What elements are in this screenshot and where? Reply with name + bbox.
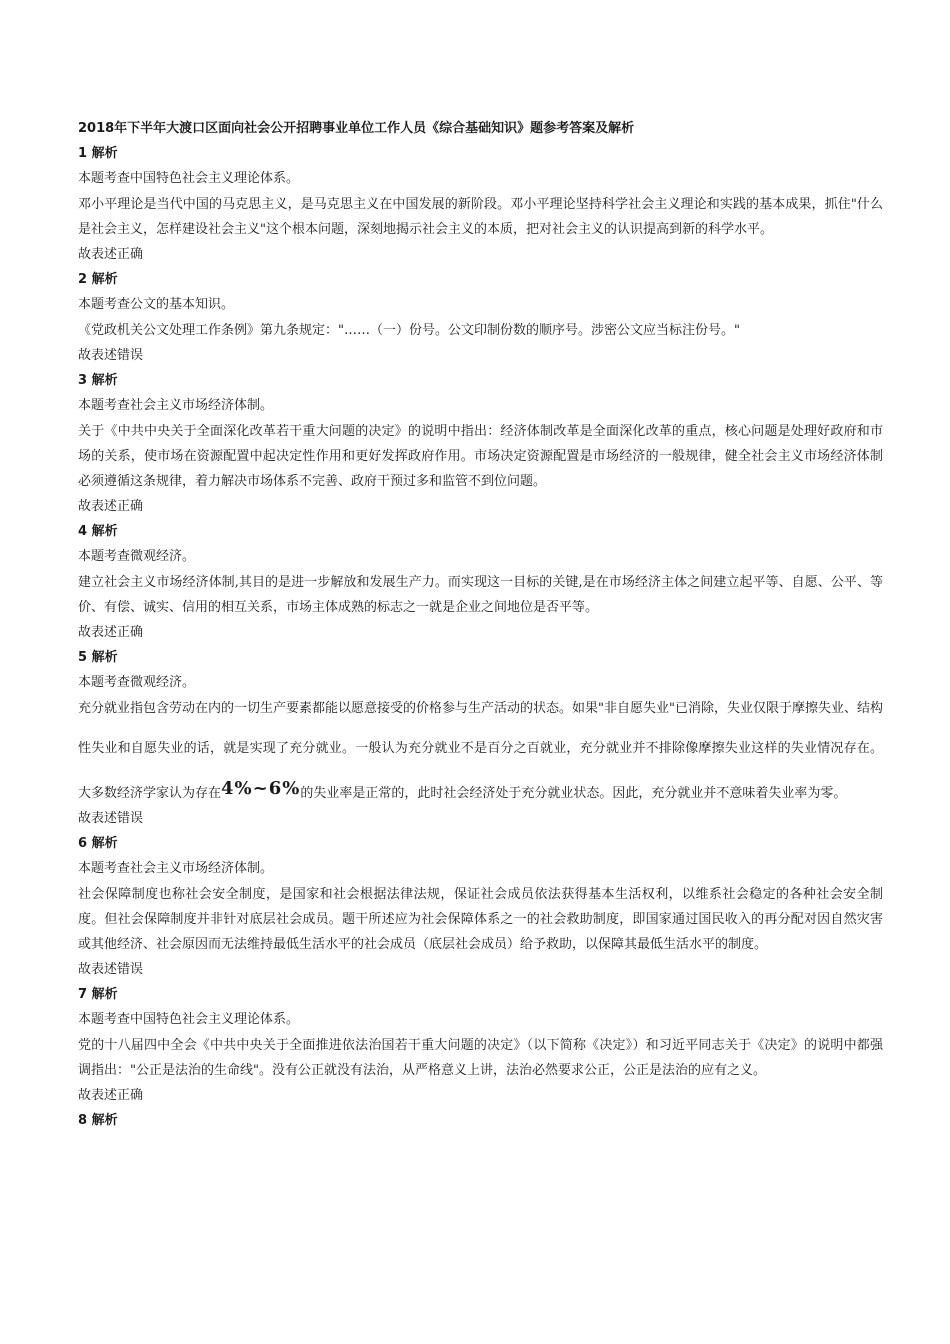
question-explanation: 邓小平理论是当代中国的马克思主义，是马克思主义在中国发展的新阶段。邓小平理论坚持科学社会主义理论和实践的基本成果，抓住"什么是社会主义，怎样建设社会主义"这个根本问题，深刻地揭示社会主义的本质，把对社会主义的认识提高到新的科学水平。: [78, 197, 883, 237]
question-conclusion: 故表述正确: [78, 625, 144, 640]
question-conclusion: 故表述错误: [78, 811, 144, 826]
question-heading: 7 解析: [78, 987, 118, 1002]
question-topic: 本题考查中国特色社会主义理论体系。: [78, 171, 300, 186]
question-heading: 1 解析: [78, 146, 118, 161]
question-heading: 8 解析: [78, 1113, 118, 1128]
question-explanation: 建立社会主义市场经济体制,其目的是进一步解放和发展生产力。而实现这一目标的关键,是在市场经济主体之间建立起平等、自愿、公平、等价、有偿、诚实、信用的相互关系，市场主体成熟的标志之一就是企业之间地位是否平等。: [78, 575, 883, 615]
question-explanation: [78, 689, 883, 814]
answer-2: [78, 270, 883, 366]
document-title: 2018年下半年大渡口区面向社会公开招聘事业单位工作人员《综合基础知识》题参考答案及解析: [78, 121, 635, 136]
question-heading: 2 解析: [78, 272, 118, 287]
question-conclusion: 故表述错误: [78, 348, 144, 363]
question-topic: 本题考查社会主义市场经济体制。: [78, 398, 274, 413]
answer-5: [78, 648, 883, 829]
question-explanation: 党的十八届四中全会《中共中央关于全面推进依法治国若干重大问题的决定》（以下简称《决定》）和习近平同志关于《决定》的说明中都强调指出："公正是法治的生命线"。没有公正就没有法治，从严格意义上讲，法治必然要求公正，公正是法治的应有之义。: [78, 1038, 883, 1078]
question-explanation: 《党政机关公文处理工作条例》第九条规定："……（一）份号。公文印制份数的顺序号。涉密公文应当标注份号。": [78, 323, 740, 338]
question-heading: 5 解析: [78, 650, 118, 665]
unemployment-rate-formula: 4%~6%: [221, 778, 301, 799]
question-topic: 本题考查微观经济。: [78, 549, 196, 564]
question-heading: 6 解析: [78, 836, 118, 851]
question-heading: 3 解析: [78, 373, 118, 388]
explanation-text-before: 充分就业指包含劳动在内的一切生产要素都能以愿意接受的价格参与生产活动的状态。如果"非自愿失业"已消除，失业仅限于摩擦失业、结构性失业和自愿失业的话，就是实现了充分就业。一般认为充分就业不是百分之百就业，充分就业并不排除像摩擦失业这样的失业情况存在。大多数经济学家认为存在: [78, 701, 883, 801]
question-topic: 本题考查微观经济。: [78, 675, 196, 690]
question-conclusion: 故表述正确: [78, 499, 144, 514]
explanation-text-after: 的失业率是正常的，此时社会经济处于充分就业状态。因此，充分就业并不意味着失业率为零。: [300, 786, 847, 801]
answer-3: [78, 371, 883, 517]
question-explanation: 社会保障制度也称社会安全制度，是国家和社会根据法律法规，保证社会成员依法获得基本生活权利，以维系社会稳定的各种社会安全制度。但社会保障制度并非针对底层社会成员。题干所述应为社会保障体系之一的社会救助制度，即国家通过国民收入的再分配对因自然灾害或其他经济、社会原因而无法维持最低生活水平的社会成员（底层社会成员）给予救助，以保障其最低生活水平的制度。: [78, 887, 883, 952]
question-heading: 4 解析: [78, 524, 118, 539]
question-topic: 本题考查社会主义市场经济体制。: [78, 861, 274, 876]
answer-1: [78, 144, 883, 265]
answer-7: [78, 985, 883, 1106]
question-topic: 本题考查公文的基本知识。: [78, 297, 235, 312]
question-conclusion: 故表述错误: [78, 962, 144, 977]
answer-8: [78, 1111, 883, 1131]
answer-4: [78, 522, 883, 643]
question-explanation: 关于《中共中央关于全面深化改革若干重大问题的决定》的说明中指出：经济体制改革是全面深化改革的重点，核心问题是处理好政府和市场的关系，使市场在资源配置中起决定性作用和更好发挥政府作用。市场决定资源配置是市场经济的一般规律，健全社会主义市场经济体制必须遵循这条规律，着力解决市场体系不完善、政府干预过多和监管不到位问题。: [78, 424, 883, 489]
question-conclusion: 故表述正确: [78, 247, 144, 262]
question-conclusion: 故表述正确: [78, 1088, 144, 1103]
question-topic: 本题考查中国特色社会主义理论体系。: [78, 1012, 300, 1027]
answer-6: [78, 834, 883, 980]
document-page: [78, 119, 883, 1136]
